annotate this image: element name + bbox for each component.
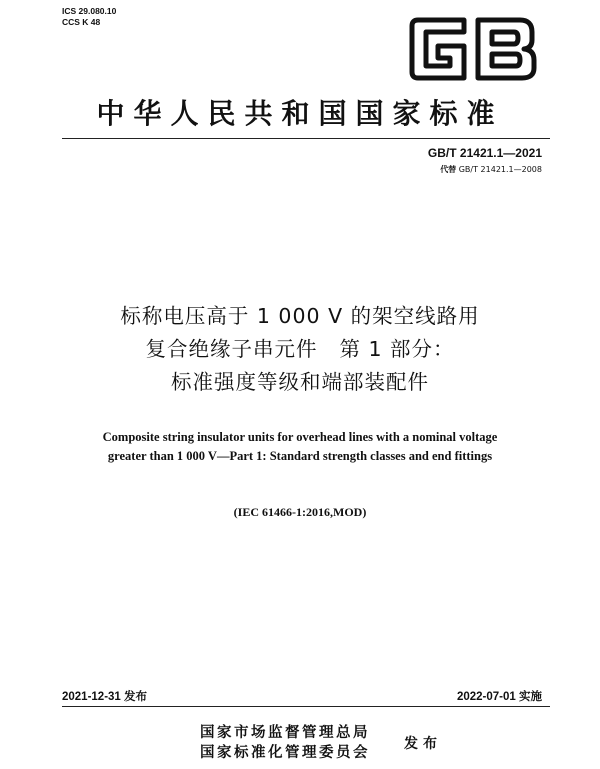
bottom-divider: [62, 706, 550, 707]
ics-code: ICS 29.080.10: [62, 6, 117, 16]
issuer-samr: 国家市场监督管理总局: [200, 724, 370, 741]
implementation-date: 2022-07-01 实施: [456, 691, 542, 703]
en-title-line-2: greater than 1 000 V—Part 1: Standard strength classes and end fittings: [107, 449, 493, 463]
issuer-sac: 国家标准化管理委员会: [200, 744, 370, 761]
standard-number: GB/T 21421.1—2021: [427, 146, 542, 160]
logo-g-shape: [412, 20, 464, 78]
replaces-label: 代替: [440, 165, 457, 174]
national-standard-title: 中华人民共和国国家标准: [96, 97, 504, 130]
top-divider: [62, 138, 550, 139]
cn-title-line-2-part-b: 第 1 部分：: [339, 337, 455, 361]
issuing-authorities: [200, 723, 370, 763]
classification-codes: [62, 6, 116, 28]
ccs-code: CCS K 48: [62, 17, 101, 27]
publication-date: 2021-12-31 发布: [62, 691, 148, 703]
cn-title-line-2-part-a: 复合绝缘子串元件: [145, 337, 318, 361]
logo-b-shape: [478, 20, 534, 78]
iec-adoption-note: (IEC 61466-1:2016,MOD): [233, 505, 367, 519]
chinese-title: [0, 300, 600, 399]
issue-label: 发布: [404, 736, 442, 752]
gb-logo: [408, 14, 540, 84]
cn-title-line-1: 标称电压高于 1 000 V 的架空线路用: [120, 304, 480, 328]
english-title: [0, 428, 600, 466]
en-title-line-1: Composite string insulator units for overhead lines with a nominal voltage: [102, 430, 498, 444]
replaces-number: GB/T 21421.1—2008: [458, 165, 542, 174]
cn-title-line-2: [0, 333, 600, 366]
replaces-line: [440, 164, 542, 175]
cn-title-line-3: 标准强度等级和端部装配件: [171, 370, 429, 394]
